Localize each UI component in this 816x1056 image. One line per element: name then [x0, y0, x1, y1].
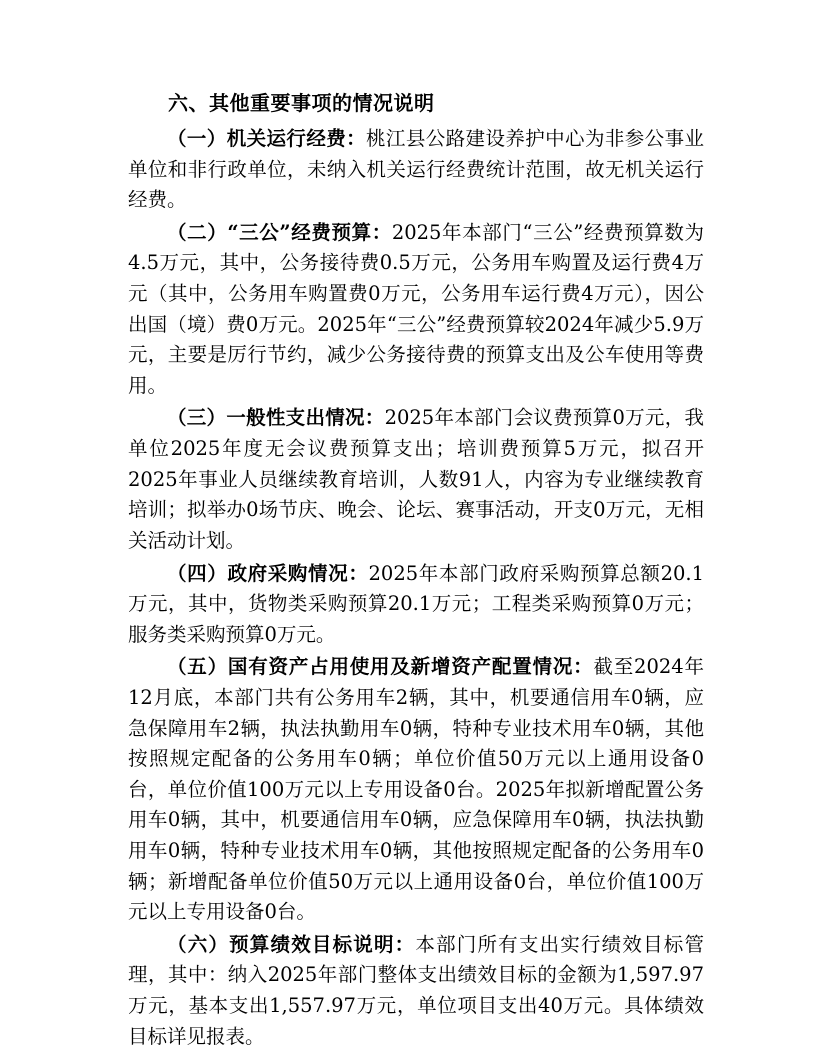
page-title: 六、其他重要事项的情况说明 [168, 91, 435, 115]
paragraph-text: 2025年本部门会议费预算0万元，我单位2025年度无会议费预算支出；培训费预算5万元，拟召开2025年事业人员继续教育培训，人数91人，内容为专业继续教育培训；拟举办0场节庆、晚会、论坛、赛事活动，开支0万元，无相关活动计划。 [128, 406, 704, 552]
paragraph-lead: （三）一般性支出情况： [167, 406, 385, 430]
paragraph-item [128, 124, 704, 216]
paragraph-text: 2025年本部门政府采购预算总额20.1万元，其中，货物类采购预算20.1万元；工程类采购预算0万元；服务类采购预算0万元。 [128, 561, 704, 646]
paragraph-text: 截至2024年12月底，本部门共有公务用车2辆，其中，机要通信用车0辆，应急保障用车2辆，执法执勤用车0辆，特种专业技术用车0辆，其他按照规定配备的公务用车0辆；单位价值50万元以上通用设备0台，单位价值100万元以上专用设备0台。2025年拟新增配置公务用车0辆，其中，机要通信用车0辆，应急保障用车0辆，执法执勤用车0辆，特种专业技术用车0辆，其他按照规定配备的公务用车0辆；新增配备单位价值50万元以上通用设备0台，单位价值100万元以上专用设备0台。 [128, 655, 704, 924]
paragraph-lead: （一）机关运行经费： [167, 127, 367, 150]
paragraph-item [128, 218, 704, 402]
paragraph-lead: （六）预算绩效目标说明： [167, 932, 416, 956]
paragraph-item [128, 559, 704, 651]
paragraph-lead: （五）国有资产占用使用及新增资产配置情况： [167, 655, 594, 679]
paragraph-item [128, 403, 704, 556]
paragraph-text: 桃江县公路建设养护中心为非参公事业单位和非行政单位，未纳入机关运行经费统计范围，故无机关运行经费。 [128, 127, 704, 212]
paragraph-item [128, 652, 704, 927]
paragraph-lead: （二）“三公”经费预算： [167, 220, 392, 244]
paragraph-item [128, 930, 704, 1052]
paragraph-lead: （四）政府采购情况： [167, 561, 369, 585]
document-body [128, 88, 704, 1052]
paragraph-text: 本部门所有支出实行绩效目标管理，其中：纳入2025年部门整体支出绩效目标的金额为1,597.97万元，基本支出1,557.97万元，单位项目支出40万元。具体绩效目标详见报表。 [128, 932, 704, 1048]
paragraph-text: 2025年本部门“三公”经费预算数为4.5万元，其中，公务接待费0.5万元，公务用车购置及运行费4万元（其中，公务用车购置费0万元，公务用车运行费4万元），因公出国（境）费0万元。2025年“三公”经费预算较2024年减少5.9万元，主要是厉行节约，减少公务接待费的预算支出及公车使用等费用。 [128, 220, 704, 397]
